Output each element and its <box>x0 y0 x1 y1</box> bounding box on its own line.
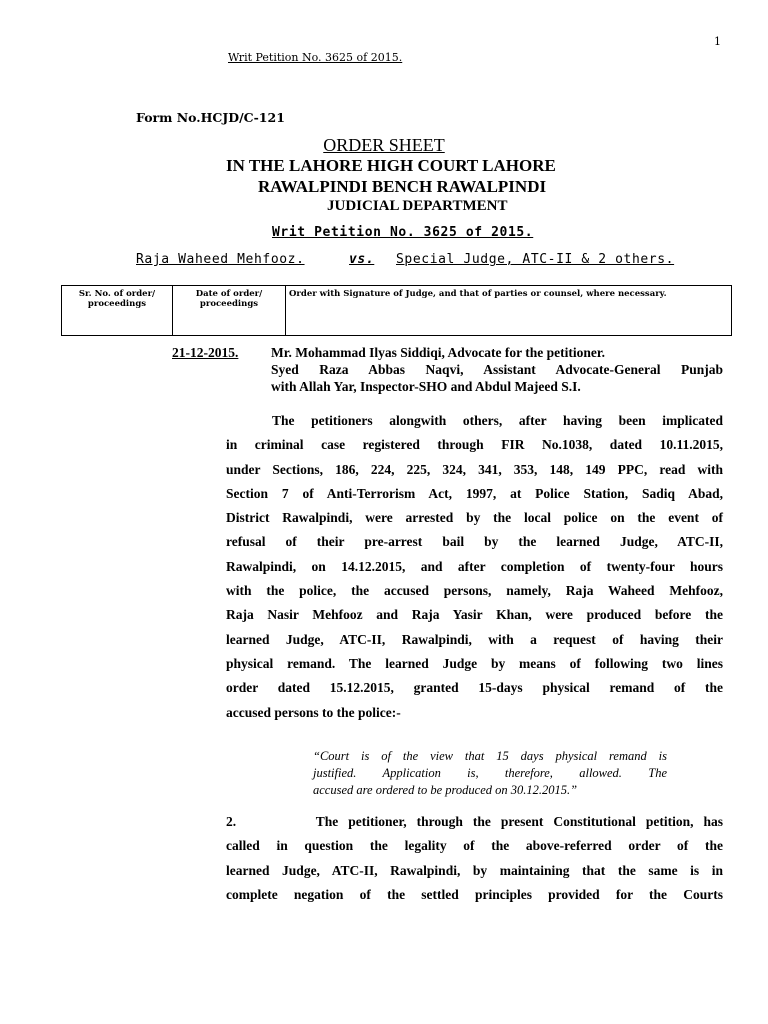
header-order: Order with Signature of Judge, and that of parties or counsel, where necessary. <box>286 286 732 336</box>
header-date: Date of order/ proceedings <box>173 286 286 336</box>
paragraph-line: refusal of their pre-arrest bail by the learned Judge, ATC-II, <box>226 534 723 550</box>
quoted-order <box>313 748 667 799</box>
paragraph-2 <box>226 810 723 907</box>
case-number: Writ Petition No. 3625 of 2015. <box>272 225 534 240</box>
form-number: Form No.HCJD/C-121 <box>136 110 285 125</box>
paragraph-line: with the police, the accused persons, namely, Raja Waheed Mehfooz, <box>226 583 723 599</box>
header-serial-no: Sr. No. of order/ proceedings <box>62 286 173 336</box>
paragraph-line: called in question the legality of the above-referred order of the <box>226 838 723 854</box>
paragraph-line: Raja Nasir Mehfooz and Raja Yasir Khan, were produced before the <box>226 607 723 623</box>
paragraph-line: learned Judge, ATC-II, Rawalpindi, by maintaining that the same is in <box>226 862 723 878</box>
department-name: JUDICIAL DEPARTMENT <box>327 198 508 214</box>
paragraph-line: Section 7 of Anti-Terrorism Act, 1997, at Police Station, Sadiq Abad, <box>226 485 723 501</box>
court-name: IN THE LAHORE HIGH COURT LAHORE <box>226 156 556 175</box>
paragraph-line: District Rawalpindi, were arrested by the local police on the event of <box>226 510 723 526</box>
quote-line: justified. Application is, therefore, allowed. The <box>313 766 667 780</box>
header-case-reference: Writ Petition No. 3625 of 2015. <box>228 51 403 64</box>
paragraph-line: 2. The petitioner, through the present Constitutional petition, has <box>226 814 723 829</box>
appearance-line: with Allah Yar, Inspector-SHO and Abdul Majeed S.I. <box>271 379 581 394</box>
paragraph-line: learned Judge, ATC-II, Rawalpindi, with a request of having their <box>226 631 723 647</box>
quote-line: accused are ordered to be produced on 30.12.2015.” <box>313 783 578 797</box>
paragraph-line: accused persons to the police:- <box>226 704 401 720</box>
appearance-line: Syed Raza Abbas Naqvi, Assistant Advocate-General Punjab <box>271 362 723 377</box>
paragraph-line: physical remand. The learned Judge by means of following two lines <box>226 655 723 671</box>
bench-name: RAWALPINDI BENCH RAWALPINDI <box>258 177 547 196</box>
petitioner-name: Raja Waheed Mehfooz. <box>136 252 305 267</box>
paragraph-1 <box>226 409 723 725</box>
quote-line: “Court is of the view that 15 days physical remand is <box>313 749 667 763</box>
paragraph-line: under Sections, 186, 224, 225, 324, 341, 353, 148, 149 PPC, read with <box>226 461 723 477</box>
respondent-name: Special Judge, ATC-II & 2 others. <box>396 252 675 267</box>
paragraph-line: in criminal case registered through FIR No.1038, dated 10.11.2015, <box>226 437 723 453</box>
appearance-line: Mr. Mohammad Ilyas Siddiqi, Advocate for the petitioner. <box>271 345 606 360</box>
order-sheet-title: ORDER SHEET <box>323 135 445 155</box>
paragraph-line: order dated 15.12.2015, granted 15-days physical remand of the <box>226 680 723 696</box>
paragraph-line: complete negation of the settled principles provided for the Courts <box>226 886 723 902</box>
order-date: 21-12-2015. <box>172 345 239 360</box>
page-number: 1 <box>714 35 721 48</box>
paragraph-line: The petitioners alongwith others, after having been implicated <box>272 413 723 428</box>
order-header-table <box>61 285 732 336</box>
paragraph-line: Rawalpindi, on 14.12.2015, and after completion of twenty-four hours <box>226 558 723 574</box>
versus-label: vs. <box>349 252 375 267</box>
